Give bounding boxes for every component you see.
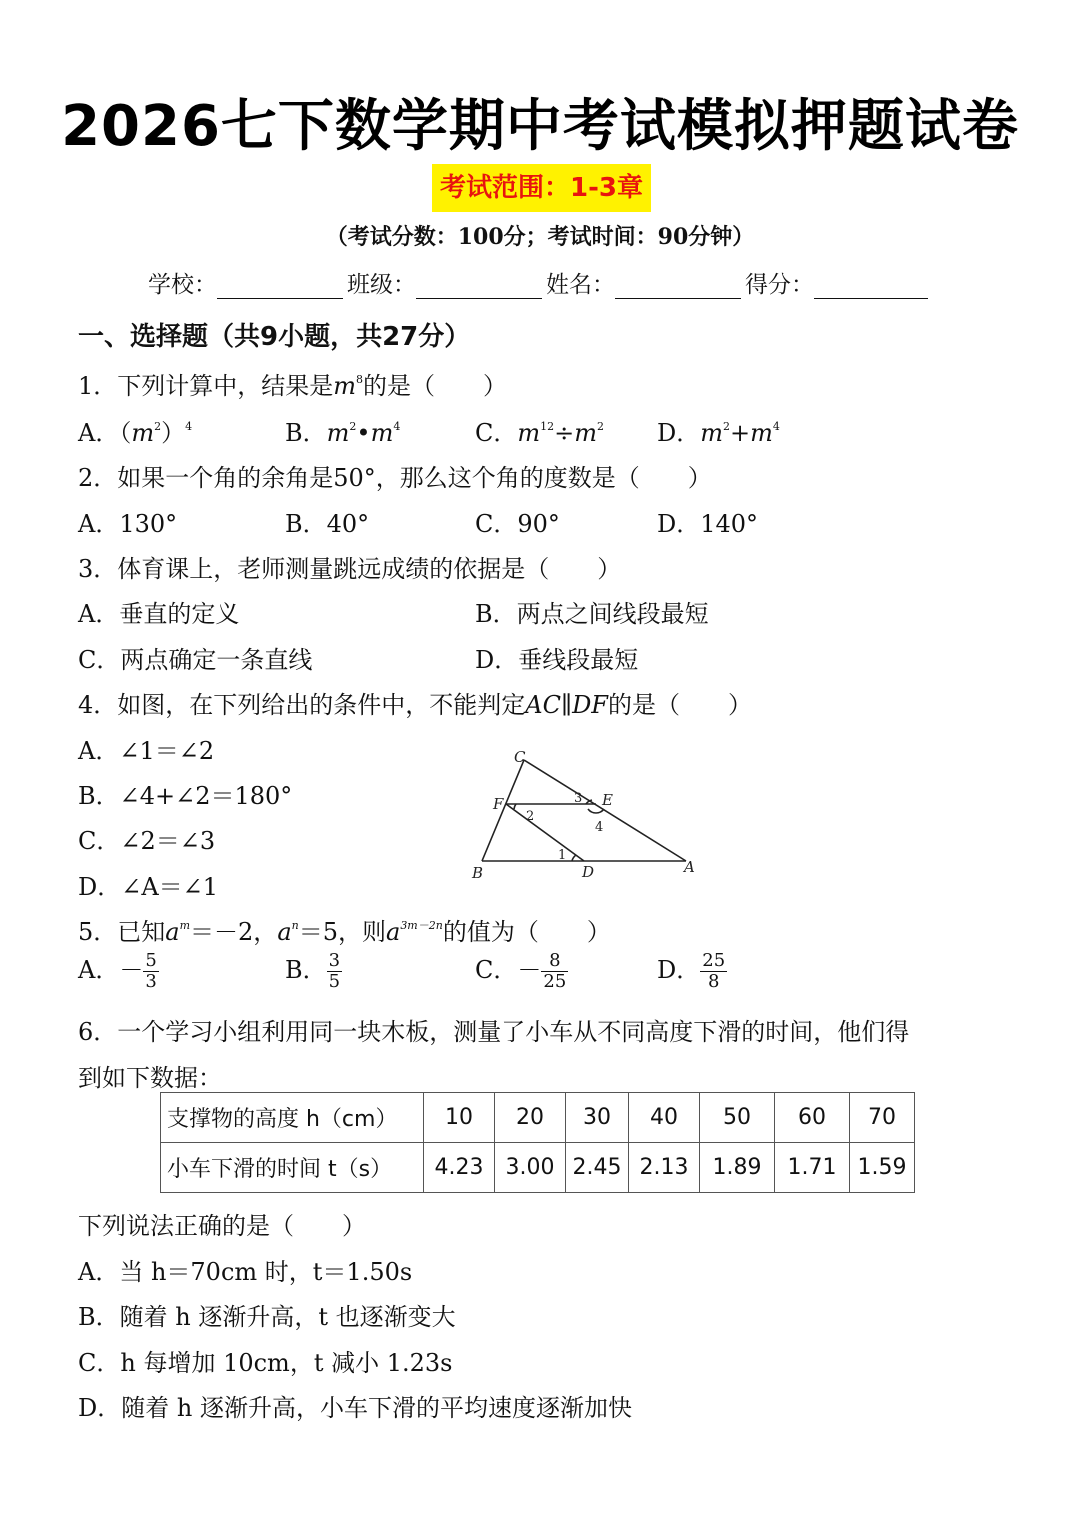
q2-option-c[interactable]: C．90° [475, 510, 560, 538]
question-1-stem [78, 366, 507, 401]
field-class-label: 班级： [347, 272, 416, 298]
question-6-stem-line2: 到如下数据： [78, 1064, 222, 1092]
q3-option-b[interactable]: B．两点之间线段最短 [475, 600, 709, 628]
q4-option-c[interactable]: C．∠2＝∠3 [78, 827, 216, 855]
label-a: A [684, 858, 695, 876]
data-table [160, 1092, 915, 1193]
table-cell: 2.45 [566, 1143, 629, 1193]
table-cell: 1.59 [850, 1143, 915, 1193]
table-cell: 3.00 [495, 1143, 566, 1193]
table-cell: 50 [700, 1093, 775, 1143]
label-e: E [602, 791, 613, 809]
label-angle-4: 4 [595, 820, 604, 835]
q4-option-a[interactable]: A．∠1＝∠2 [78, 737, 215, 765]
q2-option-a[interactable]: A．130° [78, 510, 178, 538]
q1-option-a[interactable]: A．$(m^2)^4$ [78, 419, 193, 447]
table-cell: 20 [495, 1093, 566, 1143]
table-row [161, 1143, 915, 1193]
field-score-label: 得分： [745, 272, 814, 298]
field-school-blank[interactable] [217, 276, 343, 299]
student-info-fields [148, 266, 932, 299]
angle-4-arc [588, 809, 604, 813]
label-angle-3: 3 [574, 791, 583, 806]
question-4-stem: 4．如图，在下列给出的条件中，不能判定AC∥DF的是（ ） [78, 691, 752, 719]
field-score-blank[interactable] [814, 276, 928, 299]
field-name-label: 姓名： [546, 272, 615, 298]
q5-option-a[interactable]: A．－ $\frac{5}{3}$ [78, 950, 157, 992]
q6-option-c[interactable]: C．h 每增加 10cm，t 减小 1.23s [78, 1349, 453, 1377]
q1-option-b[interactable]: B．$m^2•m^4$ [285, 419, 401, 447]
table-cell: 30 [566, 1093, 629, 1143]
section-heading: 一、选择题（共9小题，共27分） [78, 322, 471, 352]
table-cell: 2.13 [629, 1143, 700, 1193]
label-c: C [514, 748, 526, 766]
exam-scope-badge: 考试范围：1-3章 [432, 164, 651, 212]
angle-1-arc [572, 855, 576, 861]
line-fd [506, 804, 584, 861]
table-cell: 1.89 [700, 1143, 775, 1193]
q4-option-b[interactable]: B．∠4+∠2＝180° [78, 782, 293, 810]
field-class-blank[interactable] [416, 276, 542, 299]
q1-exp: 8 [356, 373, 364, 386]
question-5-stem: 5．已知$a^m=-2$，$a^n=5$，则$a^{3m-2n}$的值为（ ） [78, 918, 611, 946]
q2-option-b[interactable]: B．40° [285, 510, 370, 538]
q3-option-c[interactable]: C．两点确定一条直线 [78, 646, 313, 674]
line-ca [524, 760, 686, 861]
label-angle-2: 2 [526, 809, 535, 824]
q1-var: m [333, 372, 357, 400]
q5-option-c[interactable]: C．－ $\frac{8}{25}$ [475, 950, 567, 992]
q5-option-b[interactable]: B． $\frac{3}{5}$ [285, 950, 341, 992]
label-f: F [493, 795, 504, 813]
table-cell: 1.71 [775, 1143, 850, 1193]
label-angle-1: 1 [558, 848, 567, 863]
question-3-stem: 3．体育课上，老师测量跳远成绩的依据是（ ） [78, 555, 622, 583]
table-row-header: 支撑物的高度 h（cm） [161, 1093, 424, 1143]
q1-option-c[interactable]: C．$m^{12}\div m^2$ [475, 419, 605, 447]
table-row-header: 小车下滑的时间 t（s） [161, 1143, 424, 1193]
table-cell: 40 [629, 1093, 700, 1143]
question-2-stem: 2．如果一个角的余角是50°，那么这个角的度数是（ ） [78, 464, 712, 492]
q2-option-d[interactable]: D．140° [657, 510, 759, 538]
q1-stem-end: 的是（ ） [363, 372, 508, 400]
table-row [161, 1093, 915, 1143]
q5-option-d[interactable]: D． $\frac{25}{8}$ [657, 950, 726, 992]
q3-option-a[interactable]: A．垂直的定义 [78, 600, 240, 628]
geometry-figure [466, 748, 706, 883]
question-6-stem-line1: 6．一个学习小组利用同一块木板，测量了小车从不同高度下滑的时间，他们得 [78, 1018, 910, 1046]
q1-stem-text: 1．下列计算中，结果是 [78, 372, 334, 400]
table-cell: 60 [775, 1093, 850, 1143]
question-6-prompt: 下列说法正确的是（ ） [78, 1212, 366, 1240]
q4-option-d[interactable]: D．∠A＝∠1 [78, 873, 219, 901]
page-title: 2026七下数学期中考试模拟押题试卷 [61, 94, 1019, 159]
label-b: B [472, 864, 484, 882]
q1-option-d[interactable]: D．$m^2+m^4$ [657, 419, 780, 447]
q6-option-d[interactable]: D．随着 h 逐渐升高，小车下滑的平均速度逐渐加快 [78, 1394, 632, 1422]
field-school-label: 学校： [148, 272, 217, 298]
q4-math: AC∥DF [525, 691, 608, 719]
q3-option-d[interactable]: D．垂线段最短 [475, 646, 639, 674]
label-d: D [582, 863, 595, 881]
q6-option-b[interactable]: B．随着 h 逐渐升高，t 也逐渐变大 [78, 1303, 456, 1331]
exam-info: （考试分数：100分；考试时间：90分钟） [325, 224, 755, 250]
q6-option-a[interactable]: A．当 h＝70cm 时，t＝1.50s [78, 1258, 413, 1286]
field-name-blank[interactable] [615, 276, 741, 299]
table-cell: 70 [850, 1093, 915, 1143]
table-cell: 10 [424, 1093, 495, 1143]
table-cell: 4.23 [424, 1143, 495, 1193]
